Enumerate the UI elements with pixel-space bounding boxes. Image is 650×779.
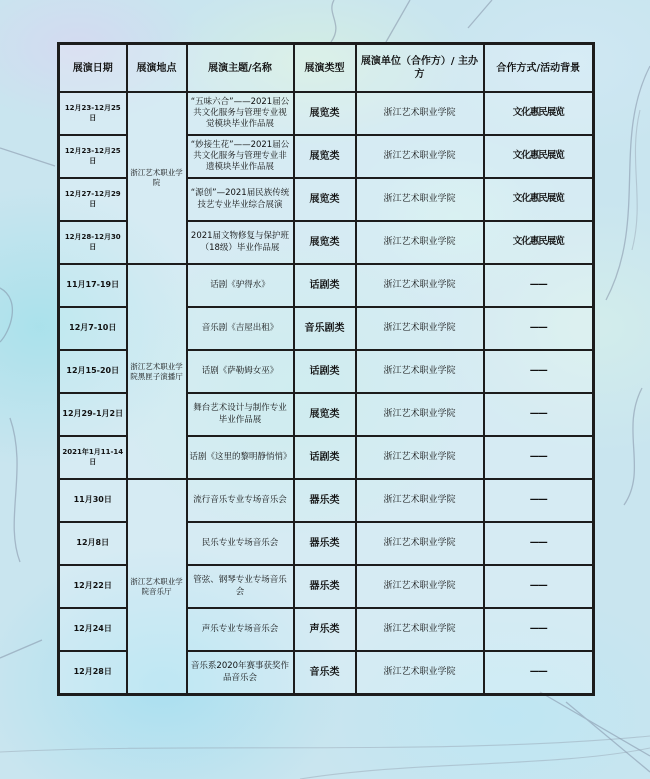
cooperation-cell: —— bbox=[484, 436, 594, 479]
type-cell: 展览类 bbox=[294, 178, 356, 221]
cooperation-cell: 文化惠民展览 bbox=[484, 178, 594, 221]
date-cell: 12月24日 bbox=[59, 608, 127, 651]
type-cell: 展览类 bbox=[294, 92, 356, 135]
date-cell: 12月8日 bbox=[59, 522, 127, 565]
date-cell: 12月29-1月2日 bbox=[59, 393, 127, 436]
title-cell: 声乐专业专场音乐会 bbox=[187, 608, 294, 651]
date-cell: 2021年1月11-14日 bbox=[59, 436, 127, 479]
organizer-cell: 浙江艺术职业学院 bbox=[356, 307, 484, 350]
organizer-cell: 浙江艺术职业学院 bbox=[356, 221, 484, 264]
title-cell: 民乐专业专场音乐会 bbox=[187, 522, 294, 565]
type-cell: 话剧类 bbox=[294, 264, 356, 307]
column-header-location: 展演地点 bbox=[127, 44, 187, 93]
organizer-cell: 浙江艺术职业学院 bbox=[356, 178, 484, 221]
organizer-cell: 浙江艺术职业学院 bbox=[356, 393, 484, 436]
organizer-cell: 浙江艺术职业学院 bbox=[356, 651, 484, 695]
table-row bbox=[59, 264, 594, 307]
cooperation-cell: 文化惠民展览 bbox=[484, 92, 594, 135]
type-cell: 器乐类 bbox=[294, 522, 356, 565]
date-cell: 12月7-10日 bbox=[59, 307, 127, 350]
date-cell: 12月15-20日 bbox=[59, 350, 127, 393]
type-cell: 器乐类 bbox=[294, 479, 356, 522]
column-header-cooperation: 合作方式/活动背景 bbox=[484, 44, 594, 93]
cooperation-cell: 文化惠民展览 bbox=[484, 221, 594, 264]
type-cell: 声乐类 bbox=[294, 608, 356, 651]
cooperation-cell: —— bbox=[484, 522, 594, 565]
organizer-cell: 浙江艺术职业学院 bbox=[356, 350, 484, 393]
cooperation-cell: —— bbox=[484, 350, 594, 393]
title-cell: 2021届文物修复与保护班（18级）毕业作品展 bbox=[187, 221, 294, 264]
type-cell: 器乐类 bbox=[294, 565, 356, 608]
title-cell: 舞台艺术设计与制作专业毕业作品展 bbox=[187, 393, 294, 436]
title-cell: 话剧《萨勒姆女巫》 bbox=[187, 350, 294, 393]
type-cell: 展览类 bbox=[294, 393, 356, 436]
cooperation-cell: —— bbox=[484, 565, 594, 608]
table-row bbox=[59, 479, 594, 522]
title-cell: 管弦、钢琴专业专场音乐会 bbox=[187, 565, 294, 608]
cooperation-cell: —— bbox=[484, 307, 594, 350]
column-header-date: 展演日期 bbox=[59, 44, 127, 93]
type-cell: 音乐类 bbox=[294, 651, 356, 695]
date-cell: 11月17-19日 bbox=[59, 264, 127, 307]
organizer-cell: 浙江艺术职业学院 bbox=[356, 565, 484, 608]
cooperation-cell: —— bbox=[484, 479, 594, 522]
date-cell: 12月22日 bbox=[59, 565, 127, 608]
title-cell: “源创”—2021届民族传统技艺专业毕业综合展演 bbox=[187, 178, 294, 221]
title-cell: 音乐系2020年赛事获奖作品音乐会 bbox=[187, 651, 294, 695]
performance-schedule-table bbox=[57, 42, 595, 696]
organizer-cell: 浙江艺术职业学院 bbox=[356, 608, 484, 651]
table-row bbox=[59, 92, 594, 135]
cooperation-cell: —— bbox=[484, 393, 594, 436]
organizer-cell: 浙江艺术职业学院 bbox=[356, 135, 484, 178]
organizer-cell: 浙江艺术职业学院 bbox=[356, 436, 484, 479]
title-cell: 话剧《驴得水》 bbox=[187, 264, 294, 307]
cooperation-cell: 文化惠民展览 bbox=[484, 135, 594, 178]
organizer-cell: 浙江艺术职业学院 bbox=[356, 479, 484, 522]
type-cell: 展览类 bbox=[294, 135, 356, 178]
location-cell: 浙江艺术职业学院黑匣子演播厅 bbox=[127, 264, 187, 479]
organizer-cell: 浙江艺术职业学院 bbox=[356, 522, 484, 565]
type-cell: 音乐剧类 bbox=[294, 307, 356, 350]
title-cell: 话剧《这里的黎明静悄悄》 bbox=[187, 436, 294, 479]
date-cell: 12月23-12月25日 bbox=[59, 135, 127, 178]
column-header-organizer: 展演单位（合作方）/ 主办方 bbox=[356, 44, 484, 93]
title-cell: “妙接生花”——2021届公共文化服务与管理专业非遗模块毕业作品展 bbox=[187, 135, 294, 178]
organizer-cell: 浙江艺术职业学院 bbox=[356, 92, 484, 135]
organizer-cell: 浙江艺术职业学院 bbox=[356, 264, 484, 307]
cooperation-cell: —— bbox=[484, 264, 594, 307]
title-cell: 音乐剧《吉屋出租》 bbox=[187, 307, 294, 350]
date-cell: 12月23-12月25日 bbox=[59, 92, 127, 135]
title-cell: “五味六合”——2021届公共文化服务与管理专业视觉模块毕业作品展 bbox=[187, 92, 294, 135]
type-cell: 话剧类 bbox=[294, 436, 356, 479]
cooperation-cell: —— bbox=[484, 651, 594, 695]
date-cell: 11月30日 bbox=[59, 479, 127, 522]
location-cell: 浙江艺术职业学院 bbox=[127, 92, 187, 264]
date-cell: 12月28-12月30日 bbox=[59, 221, 127, 264]
location-cell: 浙江艺术职业学院音乐厅 bbox=[127, 479, 187, 695]
date-cell: 12月27-12月29日 bbox=[59, 178, 127, 221]
column-header-type: 展演类型 bbox=[294, 44, 356, 93]
date-cell: 12月28日 bbox=[59, 651, 127, 695]
title-cell: 流行音乐专业专场音乐会 bbox=[187, 479, 294, 522]
type-cell: 话剧类 bbox=[294, 350, 356, 393]
column-header-title: 展演主题/名称 bbox=[187, 44, 294, 93]
cooperation-cell: —— bbox=[484, 608, 594, 651]
table-header-row bbox=[59, 44, 594, 93]
type-cell: 展览类 bbox=[294, 221, 356, 264]
